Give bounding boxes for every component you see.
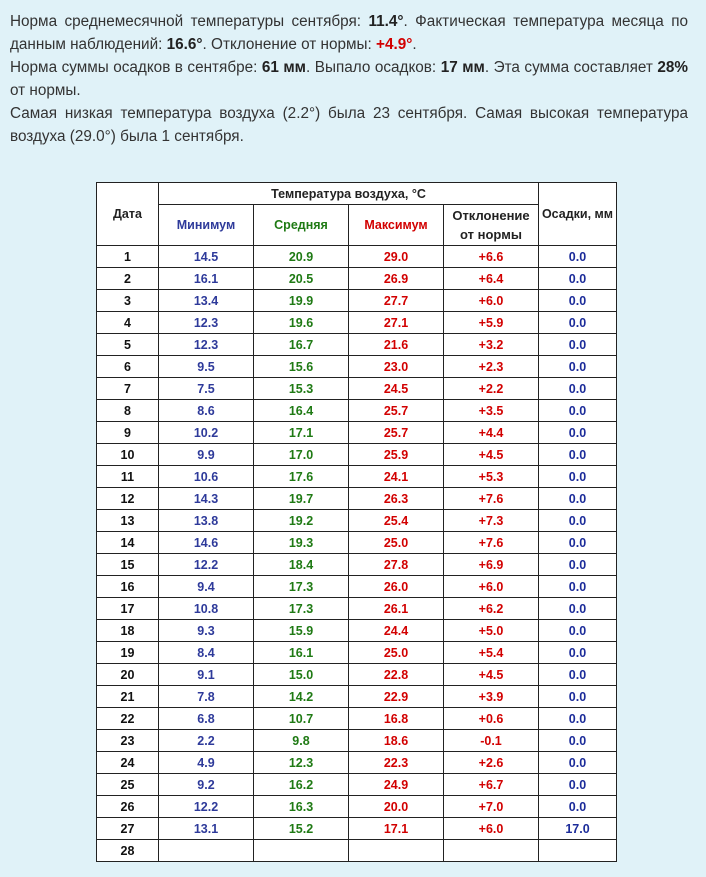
cell-precipitation: 0.0 <box>539 532 617 554</box>
cell-date: 18 <box>97 620 159 642</box>
cell-max: 26.9 <box>349 268 444 290</box>
cell-avg: 20.5 <box>254 268 349 290</box>
cell-max: 27.7 <box>349 290 444 312</box>
cell-avg: 19.3 <box>254 532 349 554</box>
cell-avg: 15.6 <box>254 356 349 378</box>
table-row <box>97 620 617 642</box>
table-row <box>97 642 617 664</box>
cell-min: 9.3 <box>159 620 254 642</box>
cell-date: 14 <box>97 532 159 554</box>
cell-min: 12.2 <box>159 554 254 576</box>
cell-precipitation: 0.0 <box>539 576 617 598</box>
table-row <box>97 422 617 444</box>
table-row <box>97 686 617 708</box>
cell-avg: 17.1 <box>254 422 349 444</box>
cell-deviation: +5.4 <box>444 642 539 664</box>
cell-precipitation: 0.0 <box>539 598 617 620</box>
cell-max: 22.9 <box>349 686 444 708</box>
table-row <box>97 752 617 774</box>
cell-max: 27.1 <box>349 312 444 334</box>
cell-deviation: +5.3 <box>444 466 539 488</box>
cell-deviation: +6.4 <box>444 268 539 290</box>
cell-min: 12.2 <box>159 796 254 818</box>
cell-deviation: +3.5 <box>444 400 539 422</box>
cell-min: 7.5 <box>159 378 254 400</box>
cell-precipitation: 0.0 <box>539 246 617 268</box>
cell-deviation: +6.7 <box>444 774 539 796</box>
table-row <box>97 840 617 862</box>
cell-min: 10.6 <box>159 466 254 488</box>
cell-min: 14.3 <box>159 488 254 510</box>
cell-max: 27.8 <box>349 554 444 576</box>
cell-avg: 16.4 <box>254 400 349 422</box>
cell-max: 29.0 <box>349 246 444 268</box>
header-min: Минимум <box>159 205 254 246</box>
cell-min: 12.3 <box>159 334 254 356</box>
cell-max: 23.0 <box>349 356 444 378</box>
cell-deviation: +6.9 <box>444 554 539 576</box>
cell-deviation: +6.0 <box>444 290 539 312</box>
cell-max: 25.9 <box>349 444 444 466</box>
cell-min: 4.9 <box>159 752 254 774</box>
cell-max: 22.8 <box>349 664 444 686</box>
cell-date: 19 <box>97 642 159 664</box>
cell-max: 25.0 <box>349 532 444 554</box>
cell-date: 16 <box>97 576 159 598</box>
table-row <box>97 532 617 554</box>
cell-deviation: +0.6 <box>444 708 539 730</box>
cell-avg: 15.9 <box>254 620 349 642</box>
cell-max: 17.1 <box>349 818 444 840</box>
cell-avg: 16.7 <box>254 334 349 356</box>
cell-precipitation: 0.0 <box>539 444 617 466</box>
cell-avg: 15.3 <box>254 378 349 400</box>
cell-precipitation: 0.0 <box>539 378 617 400</box>
cell-max: 24.1 <box>349 466 444 488</box>
cell-date: 5 <box>97 334 159 356</box>
cell-max: 26.1 <box>349 598 444 620</box>
table-row <box>97 488 617 510</box>
weather-table-wrapper <box>96 182 617 862</box>
cell-precipitation: 0.0 <box>539 620 617 642</box>
cell-date: 22 <box>97 708 159 730</box>
precipitation-summary: Норма суммы осадков в сентябре: 61 мм. Выпало осадков: 17 мм. Эта сумма составляет 28% от нормы. <box>10 59 689 99</box>
cell-precipitation: 0.0 <box>539 334 617 356</box>
cell-deviation: +6.6 <box>444 246 539 268</box>
cell-avg: 17.6 <box>254 466 349 488</box>
cell-date: 11 <box>97 466 159 488</box>
cell-max: 25.7 <box>349 422 444 444</box>
cell-date: 20 <box>97 664 159 686</box>
cell-precipitation: 0.0 <box>539 554 617 576</box>
temperature-norm: 11.4° <box>368 13 404 30</box>
table-row <box>97 818 617 840</box>
temperature-deviation: +4.9° <box>376 36 413 53</box>
cell-precipitation: 0.0 <box>539 488 617 510</box>
cell-date: 26 <box>97 796 159 818</box>
cell-deviation: +5.9 <box>444 312 539 334</box>
cell-max: 24.5 <box>349 378 444 400</box>
cell-min <box>159 840 254 862</box>
cell-date: 21 <box>97 686 159 708</box>
cell-min: 9.9 <box>159 444 254 466</box>
cell-date: 28 <box>97 840 159 862</box>
cell-precipitation: 0.0 <box>539 268 617 290</box>
cell-date: 10 <box>97 444 159 466</box>
cell-avg: 9.8 <box>254 730 349 752</box>
cell-min: 13.1 <box>159 818 254 840</box>
cell-avg: 18.4 <box>254 554 349 576</box>
cell-min: 9.2 <box>159 774 254 796</box>
header-max: Максимум <box>349 205 444 246</box>
cell-deviation: +6.2 <box>444 598 539 620</box>
cell-date: 24 <box>97 752 159 774</box>
cell-avg: 19.9 <box>254 290 349 312</box>
cell-precipitation: 0.0 <box>539 510 617 532</box>
extremes-summary: Самая низкая температура воздуха (2.2°) была 23 сентября. Самая высокая температура воздуха (29.0°) была 1 сентября. <box>10 105 688 145</box>
cell-date: 8 <box>97 400 159 422</box>
cell-date: 25 <box>97 774 159 796</box>
precipitation-norm: 61 мм <box>261 59 307 76</box>
cell-max: 26.3 <box>349 488 444 510</box>
table-row <box>97 378 617 400</box>
cell-avg: 16.3 <box>254 796 349 818</box>
cell-min: 8.6 <box>159 400 254 422</box>
cell-deviation <box>444 840 539 862</box>
cell-precipitation: 0.0 <box>539 356 617 378</box>
cell-date: 6 <box>97 356 159 378</box>
cell-max: 20.0 <box>349 796 444 818</box>
cell-min: 6.8 <box>159 708 254 730</box>
table-row <box>97 466 617 488</box>
cell-max: 24.9 <box>349 774 444 796</box>
cell-min: 9.4 <box>159 576 254 598</box>
cell-deviation: -0.1 <box>444 730 539 752</box>
cell-max: 18.6 <box>349 730 444 752</box>
cell-deviation: +3.9 <box>444 686 539 708</box>
table-row <box>97 554 617 576</box>
cell-avg: 19.2 <box>254 510 349 532</box>
cell-precipitation: 17.0 <box>539 818 617 840</box>
cell-avg: 17.3 <box>254 598 349 620</box>
cell-min: 16.1 <box>159 268 254 290</box>
table-row <box>97 290 617 312</box>
cell-precipitation: 0.0 <box>539 466 617 488</box>
cell-date: 4 <box>97 312 159 334</box>
header-deviation: Отклонение от нормы <box>444 205 539 246</box>
cell-date: 17 <box>97 598 159 620</box>
cell-max: 24.4 <box>349 620 444 642</box>
cell-max: 25.4 <box>349 510 444 532</box>
cell-max: 22.3 <box>349 752 444 774</box>
table-row <box>97 356 617 378</box>
cell-precipitation: 0.0 <box>539 752 617 774</box>
cell-avg: 19.6 <box>254 312 349 334</box>
cell-deviation: +2.2 <box>444 378 539 400</box>
cell-precipitation: 0.0 <box>539 642 617 664</box>
cell-precipitation: 0.0 <box>539 400 617 422</box>
cell-avg: 15.2 <box>254 818 349 840</box>
cell-avg: 17.0 <box>254 444 349 466</box>
cell-max: 26.0 <box>349 576 444 598</box>
cell-precipitation <box>539 840 617 862</box>
cell-min: 7.8 <box>159 686 254 708</box>
cell-deviation: +7.3 <box>444 510 539 532</box>
cell-precipitation: 0.0 <box>539 290 617 312</box>
cell-precipitation: 0.0 <box>539 708 617 730</box>
cell-min: 9.1 <box>159 664 254 686</box>
cell-min: 13.8 <box>159 510 254 532</box>
table-row <box>97 246 617 268</box>
table-row <box>97 312 617 334</box>
cell-date: 1 <box>97 246 159 268</box>
cell-avg: 12.3 <box>254 752 349 774</box>
header-air-temperature: Температура воздуха, °C <box>159 183 539 205</box>
cell-avg: 10.7 <box>254 708 349 730</box>
cell-precipitation: 0.0 <box>539 422 617 444</box>
cell-deviation: +6.0 <box>444 818 539 840</box>
cell-deviation: +4.5 <box>444 664 539 686</box>
header-date: Дата <box>97 183 159 246</box>
cell-deviation: +6.0 <box>444 576 539 598</box>
cell-date: 23 <box>97 730 159 752</box>
cell-date: 15 <box>97 554 159 576</box>
cell-max: 25.7 <box>349 400 444 422</box>
table-row <box>97 664 617 686</box>
cell-min: 14.6 <box>159 532 254 554</box>
cell-min: 13.4 <box>159 290 254 312</box>
cell-deviation: +4.5 <box>444 444 539 466</box>
cell-avg: 16.2 <box>254 774 349 796</box>
cell-min: 10.2 <box>159 422 254 444</box>
cell-date: 7 <box>97 378 159 400</box>
cell-precipitation: 0.0 <box>539 774 617 796</box>
cell-avg: 16.1 <box>254 642 349 664</box>
precipitation-fell: 17 мм <box>440 59 485 76</box>
cell-deviation: +7.6 <box>444 532 539 554</box>
precipitation-percent: 28% <box>657 59 689 76</box>
table-row <box>97 400 617 422</box>
cell-min: 14.5 <box>159 246 254 268</box>
cell-min: 2.2 <box>159 730 254 752</box>
cell-min: 12.3 <box>159 312 254 334</box>
cell-precipitation: 0.0 <box>539 664 617 686</box>
cell-date: 12 <box>97 488 159 510</box>
cell-deviation: +5.0 <box>444 620 539 642</box>
table-row <box>97 730 617 752</box>
cell-avg <box>254 840 349 862</box>
header-precipitation: Осадки, мм <box>539 183 617 246</box>
table-row <box>97 444 617 466</box>
cell-deviation: +2.3 <box>444 356 539 378</box>
table-row <box>97 774 617 796</box>
header-avg: Средняя <box>254 205 349 246</box>
summary-text <box>10 10 688 148</box>
table-row <box>97 598 617 620</box>
cell-avg: 20.9 <box>254 246 349 268</box>
weather-table <box>96 182 617 862</box>
cell-min: 9.5 <box>159 356 254 378</box>
table-body <box>97 246 617 862</box>
cell-min: 8.4 <box>159 642 254 664</box>
cell-max: 21.6 <box>349 334 444 356</box>
temperature-summary: Норма среднемесячной температуры сентября: 11.4°. Фактическая температура месяца по данным наблюдений: 16.6°. Отклонение от нормы: +4.9°. <box>10 13 688 53</box>
cell-max <box>349 840 444 862</box>
cell-date: 2 <box>97 268 159 290</box>
table-row <box>97 796 617 818</box>
table-row <box>97 510 617 532</box>
temperature-actual: 16.6° <box>166 36 203 53</box>
cell-avg: 19.7 <box>254 488 349 510</box>
cell-deviation: +7.6 <box>444 488 539 510</box>
table-row <box>97 576 617 598</box>
cell-precipitation: 0.0 <box>539 796 617 818</box>
cell-date: 3 <box>97 290 159 312</box>
cell-max: 25.0 <box>349 642 444 664</box>
table-row <box>97 708 617 730</box>
cell-date: 9 <box>97 422 159 444</box>
cell-date: 13 <box>97 510 159 532</box>
cell-avg: 15.0 <box>254 664 349 686</box>
cell-max: 16.8 <box>349 708 444 730</box>
cell-precipitation: 0.0 <box>539 312 617 334</box>
cell-avg: 17.3 <box>254 576 349 598</box>
cell-date: 27 <box>97 818 159 840</box>
cell-deviation: +7.0 <box>444 796 539 818</box>
cell-precipitation: 0.0 <box>539 730 617 752</box>
table-row <box>97 334 617 356</box>
cell-deviation: +4.4 <box>444 422 539 444</box>
cell-deviation: +2.6 <box>444 752 539 774</box>
table-row <box>97 268 617 290</box>
cell-min: 10.8 <box>159 598 254 620</box>
cell-precipitation: 0.0 <box>539 686 617 708</box>
cell-deviation: +3.2 <box>444 334 539 356</box>
cell-avg: 14.2 <box>254 686 349 708</box>
